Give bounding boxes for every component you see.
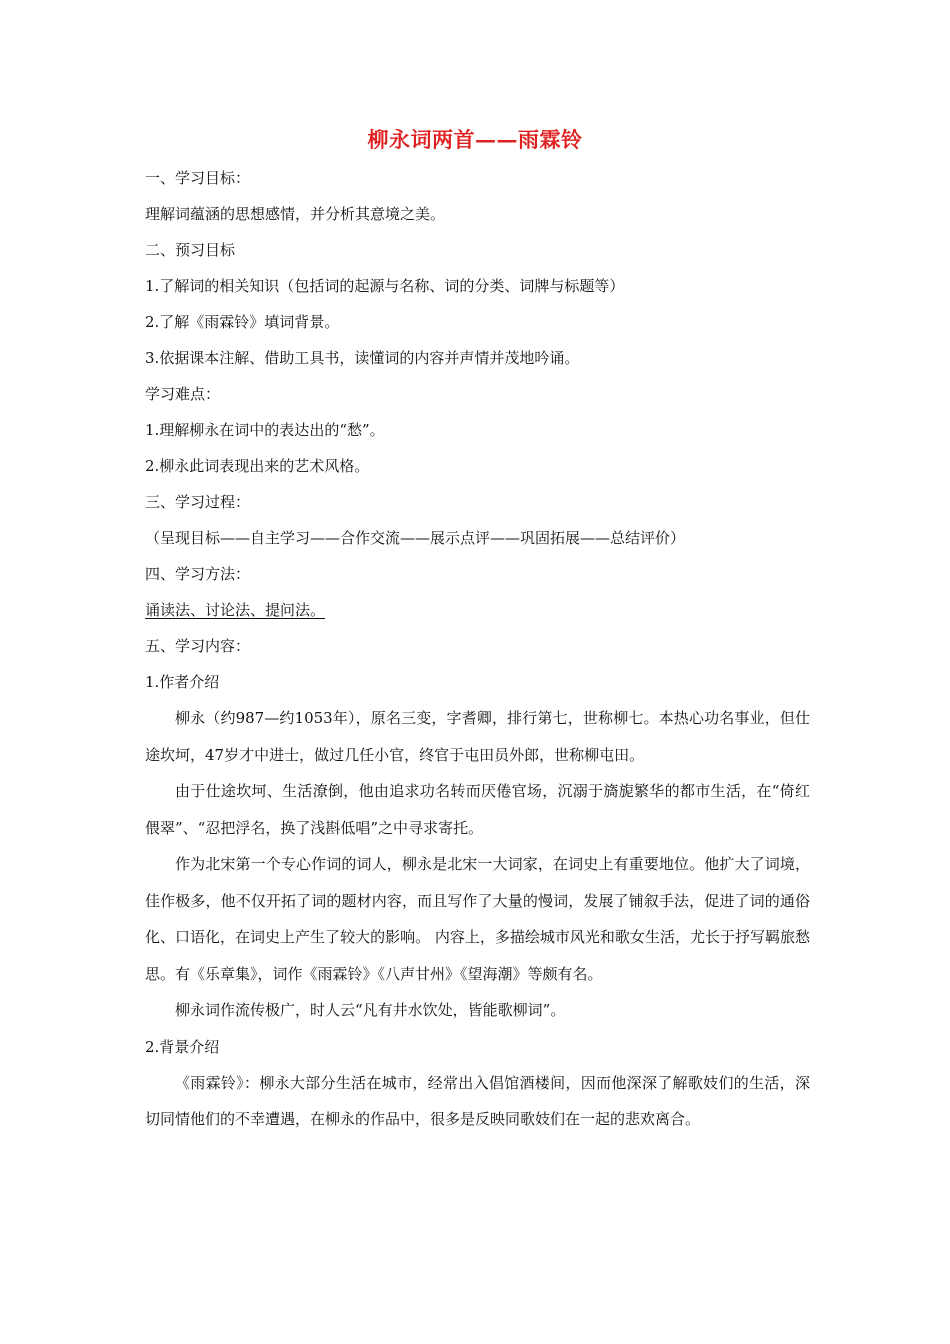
background-paragraph-1: 《雨霖铃》：柳永大部分生活在城市，经常出入倡馆酒楼间，因而他深深了解歌妓们的生活，深切同情他们的不幸遭遇，在柳永的作品中，很多是反映同歌妓们在一起的悲欢离合。 bbox=[145, 1073, 810, 1128]
section-5-heading: 五、学习内容： bbox=[145, 637, 251, 655]
section-2-item-1: 1.了解词的相关知识（包括词的起源与名称、词的分类、词牌与标题等） bbox=[145, 277, 625, 295]
document-body bbox=[145, 160, 810, 1138]
section-4-text bbox=[145, 592, 810, 628]
difficulty-item-1: 1.理解柳永在词中的表达出的“愁”。 bbox=[145, 421, 385, 439]
author-paragraph-3: 作为北宋第一个专心作词的词人，柳永是北宋一大词家，在词史上有重要地位。他扩大了词境，佳作极多，他不仅开拓了词的题材内容，而且写作了大量的慢词，发展了铺叙手法，促进了词的通俗化、口语化，在词史上产生了较大的影响。 内容上，多描绘城市风光和歌女生活，尤长于抒写羁旅愁思。有《乐章集》，词作《雨霖铃》《八声甘州》《望海潮》等颇有名。 bbox=[145, 855, 810, 983]
author-paragraph-1: 柳永（约987—约1053年），原名三变，字耆卿，排行第七，世称柳七。本热心功名事业，但仕途坎坷，47岁才中进士，做过几任小官，终官于屯田员外郎，世称柳屯田。 bbox=[145, 709, 810, 764]
difficulty-item-2: 2.柳永此词表现出来的艺术风格。 bbox=[145, 457, 370, 475]
section-1-heading: 一、学习目标： bbox=[145, 169, 251, 187]
difficulty-heading: 学习难点： bbox=[145, 385, 221, 403]
author-paragraph-4: 柳永词作流传极广，时人云“凡有井水饮处，皆能歌柳词”。 bbox=[175, 1001, 566, 1019]
author-heading: 1.作者介绍 bbox=[145, 673, 220, 691]
author-paragraph-2: 由于仕途坎坷、生活潦倒，他由追求功名转而厌倦官场，沉溺于旖旎繁华的都市生活，在“倚红偎翠”、“忍把浮名，换了浅斟低唱”之中寻求寄托。 bbox=[145, 782, 810, 837]
section-2-heading: 二、预习目标 bbox=[145, 241, 236, 259]
section-1-text: 理解词蕴涵的思想感情，并分析其意境之美。 bbox=[145, 205, 446, 223]
section-2-item-2: 2.了解《雨霖铃》填词背景。 bbox=[145, 313, 340, 331]
section-4-methods: 诵读法、讨论法、提问法。 bbox=[145, 601, 326, 619]
section-4-heading: 四、学习方法： bbox=[145, 565, 251, 583]
section-3-heading: 三、学习过程： bbox=[145, 493, 251, 511]
section-2-item-3: 3.依据课本注解、借助工具书，读懂词的内容并声情并茂地吟诵。 bbox=[145, 349, 580, 367]
document-title: 柳永词两首——雨霖铃 bbox=[367, 127, 583, 152]
section-3-text: （呈现目标——自主学习——合作交流——展示点评——巩固拓展——总结评价） bbox=[145, 529, 686, 547]
background-heading: 2.背景介绍 bbox=[145, 1037, 220, 1056]
